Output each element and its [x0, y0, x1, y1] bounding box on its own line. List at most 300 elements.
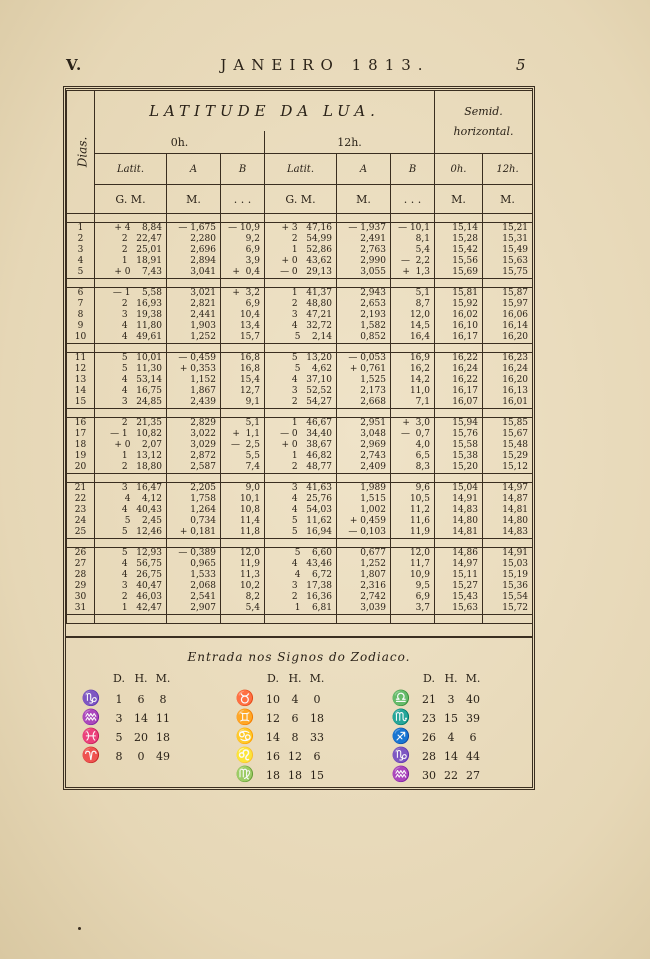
- zodiac-column-header: [384, 672, 484, 685]
- table-value: 10,1: [231, 494, 260, 504]
- table-value: 16,24: [502, 364, 529, 374]
- table-value: 10,4: [231, 310, 260, 320]
- table-value: 16,10: [452, 321, 478, 331]
- table-value: 2,205: [181, 483, 216, 493]
- table-value: 3,7: [407, 603, 430, 613]
- table-value: — 0,459: [178, 353, 216, 363]
- zodiac-header-label: H.: [444, 672, 458, 685]
- page-section-number: V.: [66, 56, 83, 74]
- unit-header: M.: [337, 185, 391, 214]
- value-cell-a12: [337, 288, 391, 344]
- table-value: 2,173: [351, 386, 386, 396]
- table-value: 1,264: [181, 505, 216, 515]
- table-value: 16,22: [452, 375, 478, 385]
- zodiac-value: 12: [266, 712, 280, 725]
- table-value: 16,22: [452, 353, 478, 363]
- zodiac-value: 8: [115, 750, 123, 763]
- table-value: 14,91: [502, 548, 529, 558]
- zodiac-value: 18: [288, 769, 302, 782]
- table-value: 2,653: [351, 299, 386, 309]
- table-value: 9,0: [234, 483, 260, 493]
- table-value: 3 19,38: [113, 310, 162, 320]
- table-value: 3,029: [181, 440, 216, 450]
- table-value: 7,4: [234, 462, 260, 472]
- table-value: 14,5: [404, 321, 430, 331]
- day-cell: [67, 548, 95, 615]
- table-value: 4 32,72: [283, 321, 332, 331]
- zodiac-sign-icon: ♏: [391, 708, 411, 726]
- table-value: 1,903: [181, 321, 216, 331]
- table-value: 6,9: [407, 592, 430, 602]
- zodiac-header-label: D.: [423, 672, 435, 685]
- table-value: 11,4: [231, 516, 260, 526]
- value-cell-lat0: [95, 548, 167, 615]
- table-block-row: [67, 223, 533, 279]
- table-value: 5 2,14: [286, 332, 332, 342]
- table-value: 14,81: [502, 505, 529, 515]
- table-value: 2 54,27: [283, 397, 332, 407]
- sub-header: Latit.: [265, 154, 337, 185]
- table-value: 15,11: [452, 570, 478, 580]
- zodiac-value: 1: [115, 693, 123, 706]
- zodiac-value: 3: [115, 712, 123, 725]
- table-value: 16,8: [231, 364, 260, 374]
- table-value: 2,587: [181, 462, 216, 472]
- table-value: 6,9: [231, 299, 260, 309]
- table-value: + 3,0: [402, 418, 430, 428]
- value-cell-b12: [391, 418, 435, 474]
- zodiac-column-header: [74, 672, 174, 685]
- table-value: 15,42: [452, 245, 478, 255]
- table-value: 15,21: [502, 223, 529, 233]
- day-number: 19: [74, 451, 87, 461]
- sub-header: Latit.: [95, 154, 167, 185]
- table-value: 1 52,86: [283, 245, 332, 255]
- dias-header: [67, 91, 95, 214]
- table-value: 7,1: [407, 397, 430, 407]
- zodiac-value: 49: [156, 750, 170, 763]
- table-value: 15,87: [502, 288, 529, 298]
- day-number: 22: [74, 494, 87, 504]
- table-value: 2,668: [351, 397, 386, 407]
- table-value: 1,807: [351, 570, 386, 580]
- day-number: 2: [77, 234, 84, 244]
- table-value: 14,2: [404, 375, 430, 385]
- dias-label: Dias.: [75, 136, 90, 168]
- table-value: 14,97: [452, 559, 478, 569]
- table-value: 3 17,38: [283, 581, 332, 591]
- value-cell-lat12: [265, 353, 337, 409]
- table-value: 3 16,47: [113, 483, 162, 493]
- day-number: 25: [74, 527, 87, 537]
- table-value: 16,14: [502, 321, 529, 331]
- table-value: 15,04: [452, 483, 478, 493]
- value-cell-lat0: [95, 483, 167, 539]
- zodiac-sign-icon: ♌: [235, 746, 255, 764]
- value-cell-a0: [167, 548, 221, 615]
- table-body: [67, 223, 533, 624]
- table-value: 12,7: [231, 386, 260, 396]
- table-value: 14,86: [452, 548, 478, 558]
- table-value: 4 37,10: [283, 375, 332, 385]
- table-value: 4 49,61: [113, 332, 162, 342]
- zodiac-entry: [74, 708, 174, 726]
- zodiac-value: 14: [266, 731, 280, 744]
- table-value: 15,85: [502, 418, 529, 428]
- table-value: 2 16,36: [283, 592, 332, 602]
- table-value: 1,002: [351, 505, 386, 515]
- value-cell-s12: [483, 223, 533, 279]
- table-value: 2,280: [181, 234, 216, 244]
- zodiac-value: 8: [291, 731, 299, 744]
- value-cell-s12: [483, 483, 533, 539]
- zodiac-entry: [228, 689, 328, 707]
- table-value: 15,49: [502, 245, 529, 255]
- table-value: 8,2: [234, 592, 260, 602]
- table-value: 2,821: [181, 299, 216, 309]
- table-value: 15,14: [452, 223, 478, 233]
- table-value: 16,01: [502, 397, 529, 407]
- table-value: 2,990: [351, 256, 386, 266]
- table-block-row: [67, 483, 533, 539]
- day-number: 10: [74, 332, 87, 342]
- table-value: 2 25,01: [113, 245, 162, 255]
- zodiac-value: 12: [288, 750, 302, 763]
- table-value: 2,441: [181, 310, 216, 320]
- table-value: 0,852: [351, 332, 386, 342]
- table-value: 15,48: [502, 440, 529, 450]
- day-number: 26: [74, 548, 87, 558]
- table-block-row: [67, 418, 533, 474]
- table-value: 1 46,82: [283, 451, 332, 461]
- value-cell-a0: [167, 353, 221, 409]
- table-value: 11,7: [404, 559, 430, 569]
- table-value: 15,72: [502, 603, 529, 613]
- day-number: 21: [74, 483, 87, 493]
- table-value: 11,8: [231, 527, 260, 537]
- zodiac-value: 6: [291, 712, 299, 725]
- table-value: — 0,053: [348, 353, 386, 363]
- table-value: 15,75: [502, 267, 529, 277]
- zodiac-entry: [228, 765, 328, 783]
- table-value: + 3,2: [232, 288, 260, 298]
- value-cell-b0: [221, 483, 265, 539]
- value-cell-lat0: [95, 223, 167, 279]
- unit-header: . . .: [221, 185, 265, 214]
- table-value: 0,677: [351, 548, 386, 558]
- table-value: 5 12,46: [113, 527, 162, 537]
- zodiac-value: 6: [137, 693, 145, 706]
- table-value: + 0 7,43: [114, 267, 162, 277]
- day-number: 8: [77, 310, 84, 320]
- table-value: 1,515: [351, 494, 386, 504]
- table-value: 4 40,43: [113, 505, 162, 515]
- table-value: 3,048: [351, 429, 386, 439]
- table-value: 5 16,94: [283, 527, 332, 537]
- table-value: — 1,675: [178, 223, 216, 233]
- zodiac-header-label: M.: [155, 672, 171, 685]
- zodiac-value: 5: [115, 731, 123, 744]
- value-cell-a0: [167, 288, 221, 344]
- value-cell-s12: [483, 418, 533, 474]
- table-value: 1 42,47: [113, 603, 162, 613]
- zodiac-value: 33: [310, 731, 324, 744]
- table-value: 5 13,20: [283, 353, 332, 363]
- zodiac-value: 27: [466, 769, 480, 782]
- table-value: 12,0: [404, 548, 430, 558]
- day-number: 5: [77, 267, 84, 277]
- unit-header: M.: [167, 185, 221, 214]
- value-cell-lat12: [265, 483, 337, 539]
- zodiac-value: 15: [444, 712, 458, 725]
- zodiac-sign-icon: ♉: [235, 689, 255, 707]
- table-value: 5,4: [234, 603, 260, 613]
- table-value: 11,6: [404, 516, 430, 526]
- table-value: 15,56: [452, 256, 478, 266]
- day-number: 20: [74, 462, 87, 472]
- table-value: 5 12,93: [113, 548, 162, 558]
- zodiac-value: 8: [159, 693, 167, 706]
- hour-0-header: 0h.: [95, 131, 265, 154]
- table-value: + 4 8,84: [114, 223, 162, 233]
- value-cell-s12: [483, 548, 533, 615]
- zodiac-entry: [384, 727, 484, 745]
- value-cell-s0: [435, 288, 483, 344]
- value-cell-a0: [167, 223, 221, 279]
- table-value: 1,252: [351, 559, 386, 569]
- table-value: 1 18,91: [113, 256, 162, 266]
- unit-header: M.: [483, 185, 533, 214]
- table-value: 14,83: [502, 527, 529, 537]
- table-value: 2 46,03: [113, 592, 162, 602]
- table-value: 2,068: [181, 581, 216, 591]
- value-cell-b0: [221, 223, 265, 279]
- table-value: 1 13,12: [113, 451, 162, 461]
- table-value: 2 21,35: [113, 418, 162, 428]
- table-value: 16,13: [502, 386, 529, 396]
- table-value: — 0 29,13: [280, 267, 332, 277]
- table-value: 14,80: [452, 516, 478, 526]
- table-value: 15,92: [452, 299, 478, 309]
- zodiac-header-label: H.: [134, 672, 148, 685]
- day-cell: [67, 288, 95, 344]
- page-number: 5: [516, 56, 527, 74]
- zodiac-header-label: H.: [288, 672, 302, 685]
- table-value: 2,872: [181, 451, 216, 461]
- sub-header: B: [221, 154, 265, 185]
- table-value: 10,8: [231, 505, 260, 515]
- table-value: 16,24: [452, 364, 478, 374]
- table-value: 1,582: [351, 321, 386, 331]
- day-number: 9: [77, 321, 84, 331]
- table-value: — 10,9: [228, 223, 260, 233]
- value-cell-b0: [221, 418, 265, 474]
- table-value: 3,039: [351, 603, 386, 613]
- table-value: 1,533: [181, 570, 216, 580]
- zodiac-title: Entrada nos Signos do Zodiaco.: [187, 650, 411, 664]
- zodiac-section: [66, 636, 532, 788]
- table-value: 16,02: [452, 310, 478, 320]
- table-value: 15,54: [502, 592, 529, 602]
- table-value: 15,94: [452, 418, 478, 428]
- zodiac-value: 14: [444, 750, 458, 763]
- value-cell-a12: [337, 418, 391, 474]
- day-number: 11: [74, 353, 87, 363]
- table-value: 15,12: [502, 462, 529, 472]
- day-number: 3: [77, 245, 84, 255]
- table-value: 12,0: [404, 310, 430, 320]
- table-value: 2,829: [181, 418, 216, 428]
- day-number: 29: [74, 581, 87, 591]
- semid-header: Semid. horizontal.: [435, 91, 533, 154]
- value-cell-lat12: [265, 548, 337, 615]
- table-value: 15,29: [502, 451, 529, 461]
- table-value: — 0 34,40: [280, 429, 332, 439]
- table-value: — 10,1: [398, 223, 430, 233]
- table-value: 10,5: [404, 494, 430, 504]
- zodiac-sign-icon: ♈: [81, 746, 101, 764]
- table-value: 4 11,80: [113, 321, 162, 331]
- day-cell: [67, 483, 95, 539]
- sub-header: B: [391, 154, 435, 185]
- table-value: 9,1: [234, 397, 260, 407]
- table-value: 4,0: [407, 440, 430, 450]
- value-cell-a0: [167, 418, 221, 474]
- value-cell-lat0: [95, 288, 167, 344]
- zodiac-value: 22: [444, 769, 458, 782]
- zodiac-value: 40: [466, 693, 480, 706]
- table-value: 5,5: [234, 451, 260, 461]
- day-number: 18: [74, 440, 87, 450]
- value-cell-a12: [337, 548, 391, 615]
- table-value: 9,5: [407, 581, 430, 591]
- table-value: 15,4: [231, 375, 260, 385]
- table-value: 2,742: [351, 592, 386, 602]
- table-value: 16,20: [502, 375, 529, 385]
- zodiac-value: 18: [266, 769, 280, 782]
- table-block-row: [67, 353, 533, 409]
- zodiac-entry: [384, 708, 484, 726]
- zodiac-value: 18: [156, 731, 170, 744]
- table-value: — 0,7: [400, 429, 430, 439]
- table-value: 2 16,93: [113, 299, 162, 309]
- day-cell: [67, 223, 95, 279]
- unit-header: G. M.: [95, 185, 167, 214]
- table-value: 16,07: [452, 397, 478, 407]
- table-value: 4 26,75: [113, 570, 162, 580]
- zodiac-header-label: D.: [113, 672, 125, 685]
- table-value: 2 54,99: [283, 234, 332, 244]
- table-value: 4 43,46: [283, 559, 332, 569]
- value-cell-b12: [391, 483, 435, 539]
- table-block-row: [67, 288, 533, 344]
- table-value: + 0 43,62: [281, 256, 332, 266]
- table-value: 2,894: [181, 256, 216, 266]
- table-value: 6,5: [407, 451, 430, 461]
- zodiac-value: 30: [422, 769, 436, 782]
- table-value: 15,31: [502, 234, 529, 244]
- table-value: 0,965: [181, 559, 216, 569]
- zodiac-value: 0: [313, 693, 321, 706]
- day-number: 23: [74, 505, 87, 515]
- table-value: 3,9: [231, 256, 260, 266]
- value-cell-lat0: [95, 353, 167, 409]
- value-cell-s12: [483, 353, 533, 409]
- day-number: 17: [74, 429, 87, 439]
- table-value: 3,022: [181, 429, 216, 439]
- page-title: JANEIRO 1813.: [220, 56, 430, 74]
- table-value: 2,696: [181, 245, 216, 255]
- zodiac-value: 26: [422, 731, 436, 744]
- unit-header: G. M.: [265, 185, 337, 214]
- table-value: 5,1: [407, 288, 430, 298]
- table-value: 5 10,01: [113, 353, 162, 363]
- table-value: 15,03: [502, 559, 529, 569]
- day-number: 12: [74, 364, 87, 374]
- table-value: 16,9: [404, 353, 430, 363]
- day-number: 13: [74, 375, 87, 385]
- table-value: 2 18,80: [113, 462, 162, 472]
- value-cell-s0: [435, 548, 483, 615]
- table-value: 1,152: [181, 375, 216, 385]
- zodiac-value: 23: [422, 712, 436, 725]
- table-value: — 2,5: [230, 440, 260, 450]
- table-value: 2 48,80: [283, 299, 332, 309]
- value-cell-s12: [483, 288, 533, 344]
- table-value: 15,28: [452, 234, 478, 244]
- table-value: 16,23: [502, 353, 529, 363]
- table-value: 8,1: [401, 234, 430, 244]
- table-value: 5 11,30: [113, 364, 162, 374]
- zodiac-value: 10: [266, 693, 280, 706]
- table-value: 16,20: [502, 332, 529, 342]
- table-value: 5,4: [401, 245, 430, 255]
- unit-header: . . .: [391, 185, 435, 214]
- table-value: 2,409: [351, 462, 386, 472]
- table-value: 2,439: [181, 397, 216, 407]
- day-number: 6: [77, 288, 84, 298]
- table-value: 15,36: [502, 581, 529, 591]
- table-value: 9,2: [231, 234, 260, 244]
- zodiac-entry: [74, 689, 174, 707]
- table-value: 9,6: [407, 483, 430, 493]
- table-value: 5 4,62: [286, 364, 332, 374]
- table-value: 15,81: [452, 288, 478, 298]
- table-value: 0,734: [181, 516, 216, 526]
- table-value: 5 11,62: [283, 516, 332, 526]
- table-value: 15,63: [452, 603, 478, 613]
- table-value: 15,69: [452, 267, 478, 277]
- zodiac-value: 16: [266, 750, 280, 763]
- table-value: 3 41,63: [283, 483, 332, 493]
- table-value: 14,91: [452, 494, 478, 504]
- table-value: 1 41,37: [283, 288, 332, 298]
- table-value: 2,743: [351, 451, 386, 461]
- table-value: 3 47,21: [283, 310, 332, 320]
- zodiac-value: 4: [291, 693, 299, 706]
- table-value: 15,58: [452, 440, 478, 450]
- table-value: 3,021: [181, 288, 216, 298]
- sub-header: 12h.: [483, 154, 533, 185]
- table-value: 5 6,60: [286, 548, 332, 558]
- zodiac-entry: [228, 746, 328, 764]
- zodiac-value: 3: [447, 693, 455, 706]
- table-value: 13,4: [231, 321, 260, 331]
- table-value: 3,041: [181, 267, 216, 277]
- value-cell-s0: [435, 353, 483, 409]
- table-value: + 0 2,07: [114, 440, 162, 450]
- day-number: 27: [74, 559, 87, 569]
